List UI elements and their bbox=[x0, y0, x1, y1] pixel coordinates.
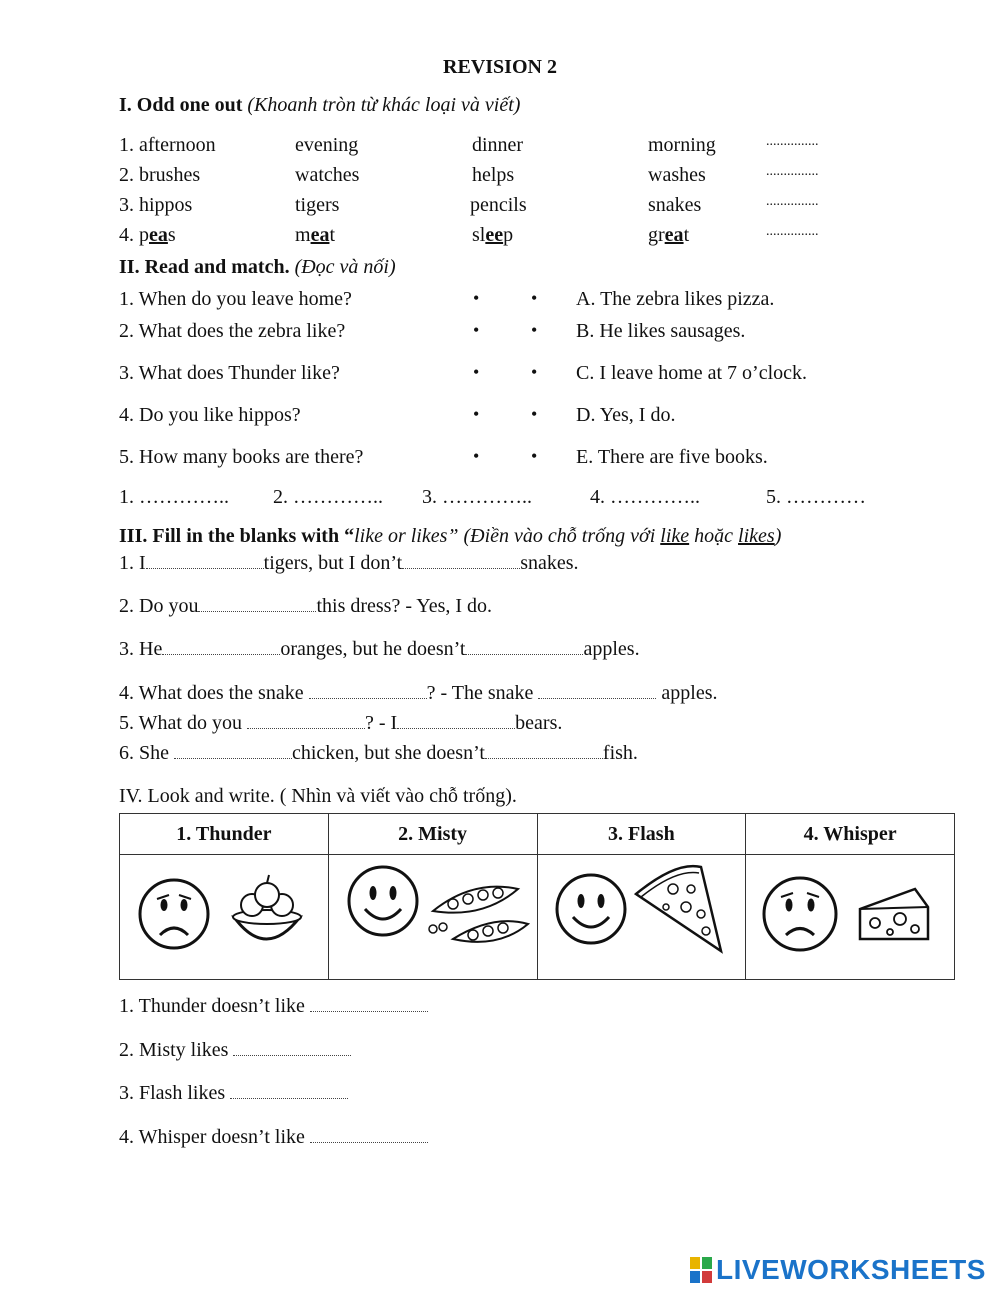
write-blank[interactable] bbox=[230, 1098, 348, 1099]
match-answer-blank[interactable]: 3. ………….. bbox=[422, 486, 532, 508]
sentence-text: ? - I bbox=[364, 712, 398, 734]
word[interactable]: washes bbox=[648, 164, 706, 186]
logo-text: LIVEWORKSHEETS bbox=[716, 1254, 986, 1285]
match-dot-right[interactable]: • bbox=[531, 404, 538, 424]
match-answer: A. The zebra likes pizza. bbox=[576, 288, 775, 310]
fill-blank[interactable] bbox=[485, 758, 603, 759]
sentence-text: oranges, but he doesn’t bbox=[280, 638, 466, 660]
match-question: 2. What does the zebra like? bbox=[119, 320, 346, 342]
section-4-heading: IV. Look and write. ( Nhìn và viết vào chỗ trống). bbox=[119, 785, 517, 807]
fill-blank[interactable] bbox=[174, 758, 292, 759]
answer-blank[interactable]: ............... bbox=[766, 224, 819, 239]
sentence-text: 3. Flash likes bbox=[119, 1082, 231, 1104]
sentence-text: 5. What do you bbox=[119, 712, 247, 734]
section-3-title: III. Fill in the blanks with “ bbox=[119, 525, 355, 547]
fill-blank[interactable] bbox=[402, 568, 520, 569]
word-part: p bbox=[503, 224, 514, 246]
match-answer: B. He likes sausages. bbox=[576, 320, 746, 342]
fill-blank[interactable] bbox=[309, 698, 427, 699]
sentence-text: this dress? - Yes, I do. bbox=[316, 595, 493, 617]
word-part: gr bbox=[648, 224, 665, 246]
word[interactable]: 1. afternoon bbox=[119, 134, 216, 156]
answer-blank[interactable]: ............... bbox=[766, 134, 819, 149]
picture-cell bbox=[328, 855, 537, 980]
fill-blank[interactable] bbox=[538, 698, 656, 699]
misty-picture bbox=[333, 859, 533, 969]
column-header: 4. Whisper bbox=[746, 814, 955, 855]
word-part: m bbox=[295, 224, 311, 246]
section-3-title-italic: like or likes” bbox=[354, 525, 459, 547]
happy-face-icon bbox=[349, 867, 417, 935]
picture-table bbox=[119, 813, 955, 980]
match-dot-right[interactable]: • bbox=[531, 320, 538, 340]
section-3-hint: ) bbox=[774, 525, 782, 547]
sentence-text: 4. What does the snake bbox=[119, 682, 309, 704]
sentence-text: bears. bbox=[515, 712, 563, 734]
section-3-hint: hoặc bbox=[689, 525, 739, 547]
word[interactable]: evening bbox=[295, 134, 359, 156]
word-part: sl bbox=[472, 224, 486, 246]
thunder-picture bbox=[124, 859, 324, 969]
picture-cell bbox=[120, 855, 329, 980]
underlined-sound: ee bbox=[485, 224, 504, 246]
match-dot-left[interactable]: • bbox=[473, 446, 480, 466]
page-title: REVISION 2 bbox=[443, 56, 557, 78]
column-header: 2. Misty bbox=[328, 814, 537, 855]
underlined-sound: ea bbox=[664, 224, 684, 246]
fill-blank[interactable] bbox=[162, 654, 280, 655]
column-header: 1. Thunder bbox=[120, 814, 329, 855]
word[interactable]: morning bbox=[648, 134, 716, 156]
section-3-heading bbox=[119, 525, 781, 548]
word-part: t bbox=[683, 224, 690, 246]
sad-face-icon bbox=[140, 880, 208, 948]
fill-line bbox=[119, 595, 492, 618]
fill-line bbox=[119, 638, 640, 661]
cheese-icon bbox=[860, 889, 928, 939]
word[interactable] bbox=[295, 224, 335, 247]
write-line bbox=[119, 1082, 348, 1105]
match-answer: D. Yes, I do. bbox=[576, 404, 676, 426]
sentence-text: 6. She bbox=[119, 742, 174, 764]
fill-line bbox=[119, 742, 638, 765]
sad-face-icon bbox=[764, 878, 836, 950]
underlined-sound: ea bbox=[310, 224, 330, 246]
section-3-hint-like: like bbox=[660, 525, 690, 547]
fill-blank[interactable] bbox=[247, 728, 365, 729]
section-3-hint-likes: likes bbox=[738, 525, 775, 547]
write-blank[interactable] bbox=[233, 1055, 351, 1056]
column-header: 3. Flash bbox=[537, 814, 746, 855]
fill-line bbox=[119, 712, 562, 735]
match-dot-left[interactable]: • bbox=[473, 404, 480, 424]
word[interactable]: pencils bbox=[470, 194, 527, 216]
fill-blank[interactable] bbox=[465, 654, 583, 655]
match-dot-right[interactable]: • bbox=[531, 362, 538, 382]
fill-line bbox=[119, 552, 579, 575]
word[interactable]: snakes bbox=[648, 194, 702, 216]
fill-line bbox=[119, 682, 718, 705]
write-line bbox=[119, 1039, 351, 1062]
section-1-hint: (Khoanh tròn từ khác loại và viết) bbox=[247, 94, 521, 116]
sentence-text: tigers, but I don’t bbox=[263, 552, 403, 574]
fill-blank[interactable] bbox=[397, 728, 515, 729]
fill-blank[interactable] bbox=[198, 611, 316, 612]
match-answer: E. There are five books. bbox=[576, 446, 768, 468]
picture-cell bbox=[537, 855, 746, 980]
peas-icon bbox=[429, 887, 528, 942]
match-dot-left[interactable]: • bbox=[473, 362, 480, 382]
match-answer-blank[interactable]: 1. ………….. bbox=[119, 486, 229, 508]
sentence-text: ? - The snake bbox=[426, 682, 539, 704]
match-answer-blank[interactable]: 2. ………….. bbox=[273, 486, 383, 508]
logo-icon bbox=[690, 1257, 712, 1283]
sentence-text: 1. Thunder doesn’t like bbox=[119, 995, 310, 1017]
section-3-hint: (Điền vào chỗ trống với bbox=[463, 525, 661, 547]
word[interactable]: watches bbox=[295, 164, 360, 186]
write-blank[interactable] bbox=[310, 1142, 428, 1143]
sentence-text: fish. bbox=[602, 742, 638, 764]
word-part: 4. p bbox=[119, 224, 149, 246]
match-dot-left[interactable]: • bbox=[473, 288, 480, 308]
sentence-text: 2. Misty likes bbox=[119, 1039, 234, 1061]
section-2-hint: (Đọc và nối) bbox=[294, 256, 396, 278]
match-answer-blank[interactable]: 5. ………… bbox=[766, 486, 866, 508]
word[interactable]: 2. brushes bbox=[119, 164, 201, 186]
match-dot-right[interactable]: • bbox=[531, 446, 538, 466]
word[interactable] bbox=[472, 224, 513, 247]
sentence-text: apples. bbox=[583, 638, 640, 660]
section-1-heading bbox=[119, 94, 520, 117]
answer-blank[interactable]: ............... bbox=[766, 194, 819, 209]
word[interactable] bbox=[119, 224, 176, 247]
word[interactable]: helps bbox=[472, 164, 515, 186]
sentence-text: 4. Whisper doesn’t like bbox=[119, 1126, 310, 1148]
sentence-text: chicken, but she doesn’t bbox=[292, 742, 485, 764]
write-blank[interactable] bbox=[310, 1011, 428, 1012]
word[interactable]: tigers bbox=[295, 194, 340, 216]
word-part: s bbox=[167, 224, 176, 246]
word[interactable]: 3. hippos bbox=[119, 194, 193, 216]
write-line bbox=[119, 995, 428, 1018]
word-part: t bbox=[329, 224, 336, 246]
sentence-text: 2. Do you bbox=[119, 595, 199, 617]
match-question: 3. What does Thunder like? bbox=[119, 362, 340, 384]
liveworksheets-logo bbox=[690, 1254, 986, 1286]
flash-picture bbox=[541, 859, 741, 969]
match-answer-blank[interactable]: 4. ………….. bbox=[590, 486, 700, 508]
match-answer: C. I leave home at 7 o’clock. bbox=[576, 362, 808, 384]
section-2-title: II. Read and match. bbox=[119, 256, 290, 278]
match-question: 1. When do you leave home? bbox=[119, 288, 352, 310]
match-dot-right[interactable]: • bbox=[531, 288, 538, 308]
match-question: 4. Do you like hippos? bbox=[119, 404, 301, 426]
fill-blank[interactable] bbox=[146, 568, 264, 569]
write-line bbox=[119, 1126, 428, 1149]
pizza-slice-icon bbox=[636, 866, 721, 951]
word[interactable]: dinner bbox=[472, 134, 524, 156]
picture-cell bbox=[746, 855, 955, 980]
sentence-text: 1. I bbox=[119, 552, 146, 574]
answer-blank[interactable]: ............... bbox=[766, 164, 819, 179]
apples-in-bowl-icon bbox=[233, 875, 301, 939]
whisper-picture bbox=[750, 859, 950, 969]
section-1-title: I. Odd one out bbox=[119, 94, 243, 116]
match-dot-left[interactable]: • bbox=[473, 320, 480, 340]
word[interactable] bbox=[648, 224, 689, 247]
match-question: 5. How many books are there? bbox=[119, 446, 364, 468]
sentence-text: 3. He bbox=[119, 638, 163, 660]
sentence-text: apples. bbox=[656, 682, 718, 704]
happy-face-icon bbox=[557, 875, 625, 943]
underlined-sound: ea bbox=[149, 224, 168, 246]
sentence-text: snakes. bbox=[520, 552, 579, 574]
section-2-heading bbox=[119, 256, 396, 279]
